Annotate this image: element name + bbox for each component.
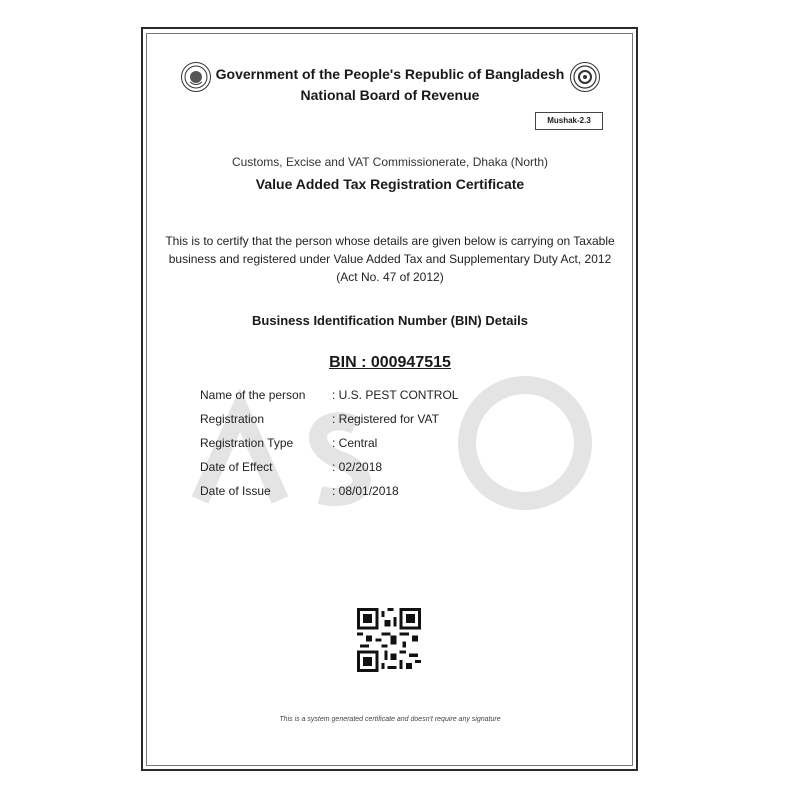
system-generated-note: This is a system generated certificate and doesn't require any signature [279, 716, 501, 723]
board-title: National Board of Revenue [300, 87, 480, 103]
detail-value: : U.S. PEST CONTROL [332, 388, 459, 402]
form-code-badge: Mushak-2.3 [535, 112, 603, 130]
detail-label: Registration Type [200, 436, 294, 450]
detail-label: Date of Effect [200, 460, 273, 474]
detail-row-registration-type [200, 436, 600, 456]
commissionerate-name: Customs, Excise and VAT Commissionerate, Dhaka (North) [231, 155, 549, 169]
bin-number: BIN : 000947515 [329, 354, 451, 371]
bin-section-heading: Business Identification Number (BIN) Details [252, 313, 528, 328]
detail-value: : Registered for VAT [332, 412, 439, 426]
detail-row-date-of-issue [200, 484, 600, 504]
nbr-logo-icon [570, 62, 600, 92]
bangladesh-emblem-icon [181, 62, 211, 92]
detail-label: Registration [200, 412, 265, 426]
detail-row-registration [200, 412, 600, 432]
detail-value: : 08/01/2018 [332, 484, 399, 498]
certificate-title: Value Added Tax Registration Certificate [255, 176, 525, 192]
detail-row-name [200, 388, 600, 408]
certification-statement: This is to certify that the person whose details are given below is carrying on Taxable business and registered under Value Added Tax and Supplementary Duty Act, 2012 (Act No. 47 of 2012) [165, 234, 615, 284]
government-title: Government of the People's Republic of Bangladesh [215, 66, 565, 82]
detail-value: : Central [332, 436, 378, 450]
detail-value: : 02/2018 [332, 460, 383, 474]
detail-label: Name of the person [200, 388, 306, 402]
qr-code-icon [357, 608, 421, 672]
detail-row-date-of-effect [200, 460, 600, 480]
detail-label: Date of Issue [200, 484, 271, 498]
